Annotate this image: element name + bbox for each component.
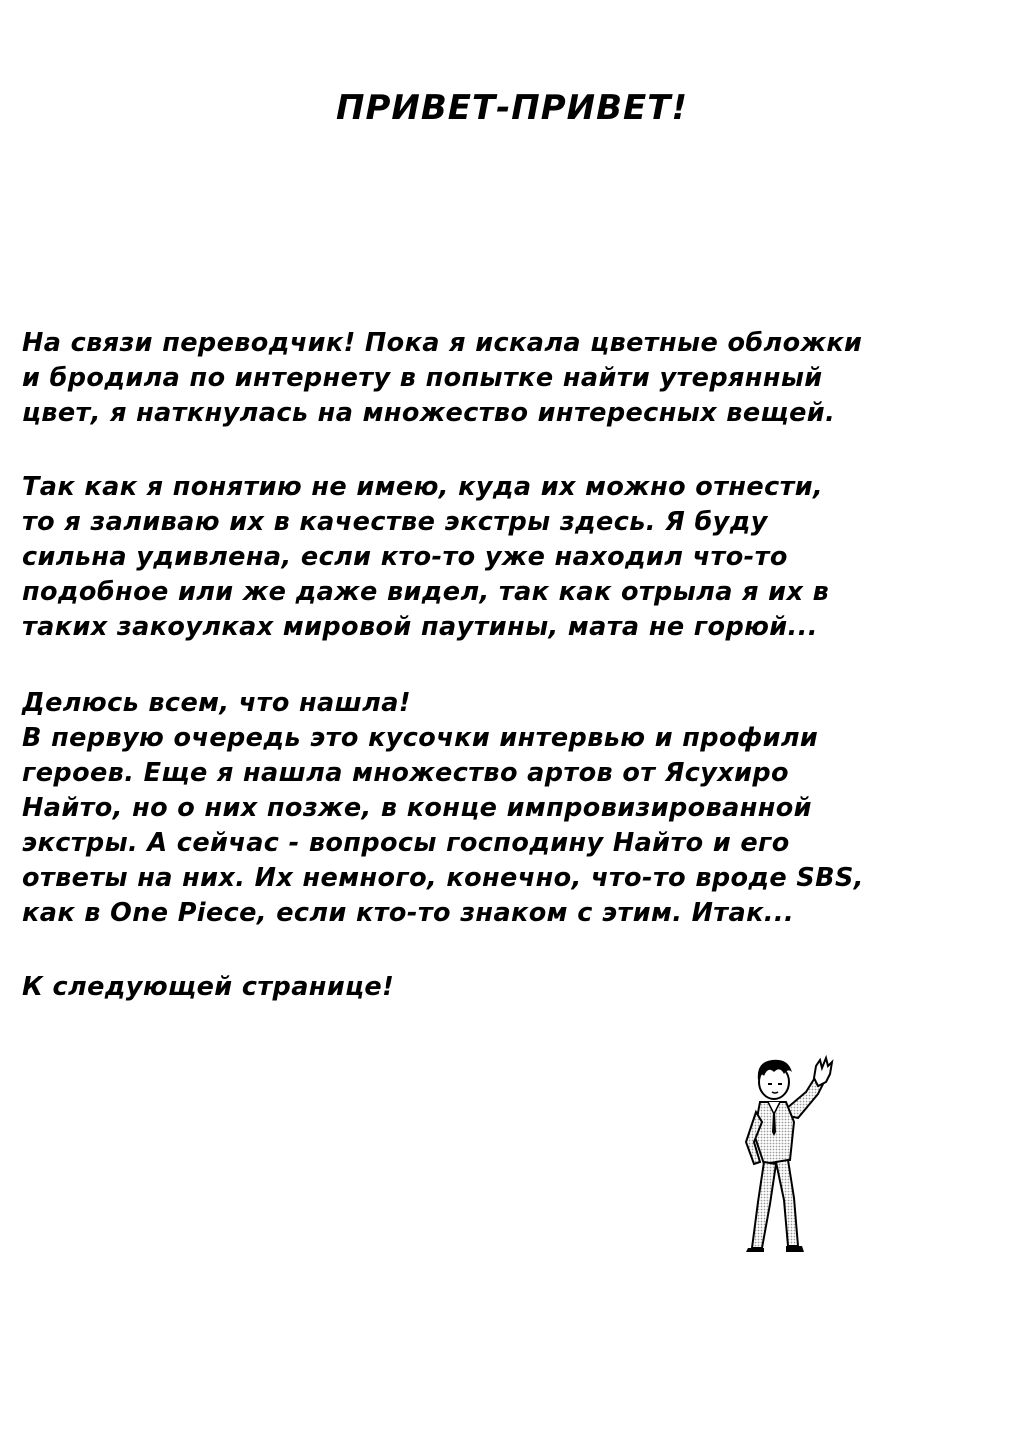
text-line: сильна удивлена, если кто-то уже находил что-то [22,542,788,572]
paragraph-next-page [22,970,1007,1005]
text-line: ответы на них. Их немного, конечно, что-то вроде SBS, [22,863,864,893]
text-line: как в One Piece, если кто-то знаком с этим. Итак... [22,898,795,928]
paragraph-findings [22,686,1007,931]
text-line: то я заливаю их в качестве экстры здесь. Я буду [22,507,768,537]
text-line: К следующей странице! [22,972,395,1002]
waving-man-icon [718,1052,858,1252]
text-line: цвет, я наткнулась на множество интересных вещей. [22,398,836,428]
text-line: Найто, но о них позже, в конце импровизированной [22,793,812,823]
text-line: экстры. А сейчас - вопросы господину Найто и его [22,828,790,858]
text-line: Так как я понятию не имею, куда их можно отнести, [22,472,824,502]
page-title: ПРИВЕТ-ПРИВЕТ! [336,88,688,128]
text-line: Делюсь всем, что нашла! [22,688,411,718]
paragraph-intro [22,326,1007,431]
text-line: и бродила по интернету в попытке найти утерянный [22,363,823,393]
text-line: подобное или же даже видел, так как отрыла я их в [22,577,830,607]
paragraph-extra [22,470,1007,645]
text-line: таких закоулках мировой паутины, мата не горюй... [22,612,818,642]
text-line: На связи переводчик! Пока я искала цветные обложки [22,328,863,358]
text-line: В первую очередь это кусочки интервью и профили [22,723,819,753]
text-line: героев. Еще я нашла множество артов от Ясухиро [22,758,789,788]
